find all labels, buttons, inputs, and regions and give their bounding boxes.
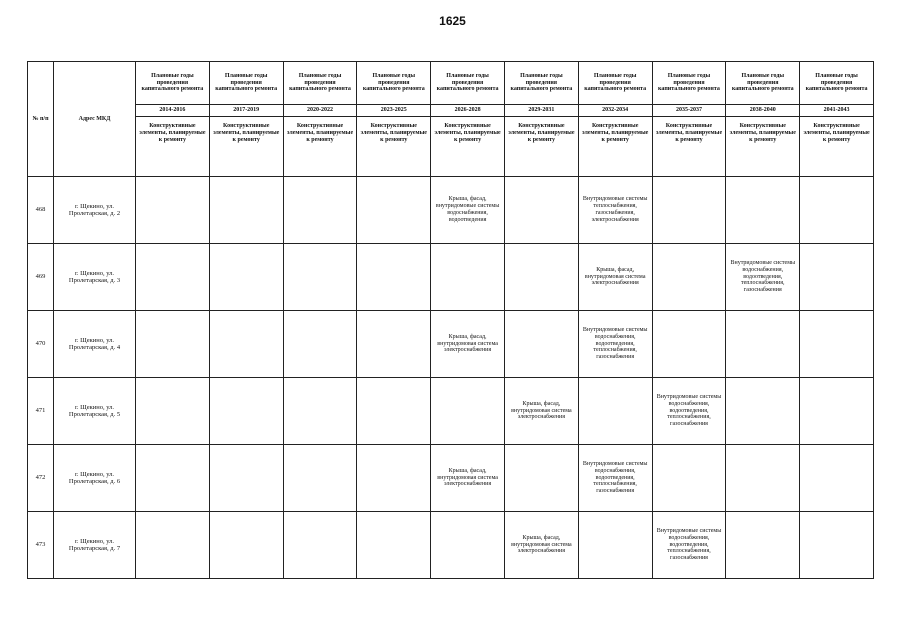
header-planned-years: Плановые годы проведения капитального ремонта	[283, 62, 357, 105]
header-row-planned	[28, 62, 874, 105]
header-elements: Конструктивные элементы, планируемые к ремонту	[504, 117, 578, 177]
row-works-cell	[136, 311, 210, 378]
row-works-cell	[357, 311, 431, 378]
header-elements: Конструктивные элементы, планируемые к ремонту	[209, 117, 283, 177]
row-works-cell	[726, 378, 800, 445]
row-works-cell	[800, 177, 874, 244]
row-works-cell	[283, 311, 357, 378]
row-works-cell	[136, 378, 210, 445]
row-address: г. Щекино, ул. Пролетарская, д. 7	[54, 512, 136, 579]
header-planned-years: Плановые годы проведения капитального ремонта	[431, 62, 505, 105]
header-address: Адрес МКД	[54, 62, 136, 177]
row-number: 472	[28, 445, 54, 512]
header-period: 2014-2016	[136, 105, 210, 117]
row-works-cell	[283, 512, 357, 579]
row-works-cell	[136, 512, 210, 579]
header-period: 2023-2025	[357, 105, 431, 117]
header-planned-years: Плановые годы проведения капитального ремонта	[209, 62, 283, 105]
row-works-cell	[357, 244, 431, 311]
row-works-cell: Внутридомовые системы водоснабжения, водоотведения, теплоснабжения, газоснабжения	[726, 244, 800, 311]
row-works-cell	[283, 378, 357, 445]
row-works-cell	[800, 445, 874, 512]
row-works-cell	[283, 177, 357, 244]
row-number: 473	[28, 512, 54, 579]
table-row	[28, 378, 874, 445]
header-period: 2017-2019	[209, 105, 283, 117]
row-works-cell: Внутридомовые системы теплоснабжения, газоснабжения, электроснабжения	[578, 177, 652, 244]
row-works-cell	[726, 177, 800, 244]
header-elements: Конструктивные элементы, планируемые к ремонту	[800, 117, 874, 177]
header-planned-years: Плановые годы проведения капитального ремонта	[726, 62, 800, 105]
row-works-cell: Крыша, фасад, внутридомовая система электроснабжения	[578, 244, 652, 311]
header-elements: Конструктивные элементы, планируемые к ремонту	[726, 117, 800, 177]
row-works-cell: Внутридомовые системы водоснабжения, водоотведения, теплоснабжения, газоснабжения	[578, 445, 652, 512]
row-works-cell: Внутридомовые системы водоснабжения, водоотведения, теплоснабжения, газоснабжения	[652, 378, 726, 445]
header-elements: Конструктивные элементы, планируемые к ремонту	[652, 117, 726, 177]
table-row	[28, 244, 874, 311]
header-period: 2029-2031	[504, 105, 578, 117]
row-works-cell	[726, 311, 800, 378]
row-number: 469	[28, 244, 54, 311]
header-period: 2020-2022	[283, 105, 357, 117]
row-works-cell: Крыша, фасад, внутридомовая система электроснабжения	[431, 445, 505, 512]
header-planned-years: Плановые годы проведения капитального ремонта	[357, 62, 431, 105]
row-works-cell	[800, 512, 874, 579]
row-works-cell	[800, 378, 874, 445]
row-works-cell: Крыша, фасад, внутридомовая система электроснабжения	[504, 378, 578, 445]
row-works-cell	[504, 177, 578, 244]
row-address: г. Щекино, ул. Пролетарская, д. 2	[54, 177, 136, 244]
row-works-cell	[652, 244, 726, 311]
row-works-cell	[800, 311, 874, 378]
row-works-cell	[357, 177, 431, 244]
row-works-cell	[209, 311, 283, 378]
header-planned-years: Плановые годы проведения капитального ремонта	[504, 62, 578, 105]
row-works-cell	[504, 445, 578, 512]
row-works-cell	[726, 512, 800, 579]
row-works-cell	[726, 445, 800, 512]
table-row	[28, 512, 874, 579]
row-number: 468	[28, 177, 54, 244]
repair-schedule-table	[27, 61, 874, 579]
row-works-cell	[209, 445, 283, 512]
row-works-cell	[283, 244, 357, 311]
row-address: г. Щекино, ул. Пролетарская, д. 4	[54, 311, 136, 378]
row-works-cell	[504, 244, 578, 311]
row-works-cell	[504, 311, 578, 378]
header-planned-years: Плановые годы проведения капитального ремонта	[578, 62, 652, 105]
table-row	[28, 311, 874, 378]
table-row	[28, 177, 874, 244]
header-row-periods	[28, 105, 874, 117]
row-works-cell: Внутридомовые системы водоснабжения, водоотведения, теплоснабжения, газоснабжения	[652, 512, 726, 579]
row-works-cell	[136, 177, 210, 244]
row-number: 470	[28, 311, 54, 378]
row-works-cell	[431, 512, 505, 579]
row-works-cell	[652, 177, 726, 244]
row-works-cell	[136, 244, 210, 311]
row-works-cell: Крыша, фасад, внутридомовая система электроснабжения	[504, 512, 578, 579]
header-elements: Конструктивные элементы, планируемые к ремонту	[578, 117, 652, 177]
row-works-cell	[209, 512, 283, 579]
header-period: 2026-2028	[431, 105, 505, 117]
header-planned-years: Плановые годы проведения капитального ремонта	[652, 62, 726, 105]
header-num: № п/п	[28, 62, 54, 177]
row-works-cell	[283, 445, 357, 512]
row-works-cell	[357, 445, 431, 512]
header-row-elements	[28, 117, 874, 177]
row-works-cell	[136, 445, 210, 512]
row-works-cell: Крыша, фасад, внутридомовые системы водоснабжения, водоотведения	[431, 177, 505, 244]
row-works-cell	[357, 512, 431, 579]
row-works-cell	[209, 378, 283, 445]
header-elements: Конструктивные элементы, планируемые к ремонту	[283, 117, 357, 177]
header-planned-years: Плановые годы проведения капитального ремонта	[800, 62, 874, 105]
row-works-cell	[357, 378, 431, 445]
row-works-cell	[209, 177, 283, 244]
row-works-cell	[431, 378, 505, 445]
header-elements: Конструктивные элементы, планируемые к ремонту	[136, 117, 210, 177]
header-elements: Конструктивные элементы, планируемые к ремонту	[431, 117, 505, 177]
row-works-cell	[652, 311, 726, 378]
header-period: 2038-2040	[726, 105, 800, 117]
row-number: 471	[28, 378, 54, 445]
page-number: 1625	[439, 14, 466, 28]
row-works-cell	[578, 378, 652, 445]
table-body	[28, 177, 874, 579]
table-row	[28, 445, 874, 512]
row-address: г. Щекино, ул. Пролетарская, д. 6	[54, 445, 136, 512]
row-address: г. Щекино, ул. Пролетарская, д. 3	[54, 244, 136, 311]
header-period: 2041-2043	[800, 105, 874, 117]
row-works-cell	[209, 244, 283, 311]
row-works-cell	[800, 244, 874, 311]
row-works-cell	[578, 512, 652, 579]
row-works-cell	[431, 244, 505, 311]
row-works-cell	[652, 445, 726, 512]
header-period: 2032-2034	[578, 105, 652, 117]
header-planned-years: Плановые годы проведения капитального ремонта	[136, 62, 210, 105]
row-works-cell: Крыша, фасад, внутридомовая система электроснабжения	[431, 311, 505, 378]
row-address: г. Щекино, ул. Пролетарская, д. 5	[54, 378, 136, 445]
header-period: 2035-2037	[652, 105, 726, 117]
header-elements: Конструктивные элементы, планируемые к ремонту	[357, 117, 431, 177]
row-works-cell: Внутридомовые системы водоснабжения, водоотведения, теплоснабжения, газоснабжения	[578, 311, 652, 378]
